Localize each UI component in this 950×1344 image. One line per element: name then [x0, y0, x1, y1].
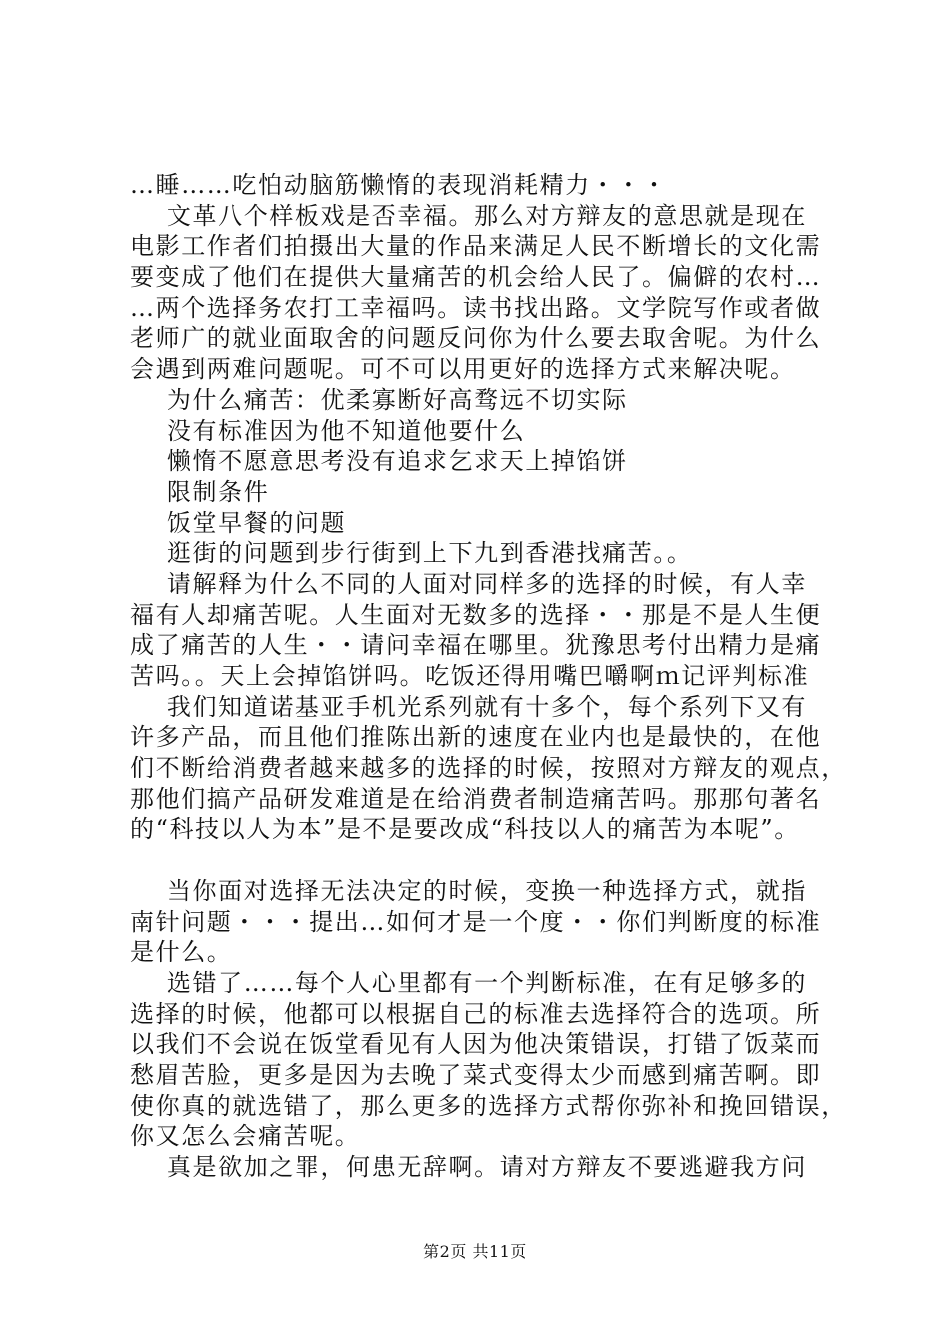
text-line: 真是欲加之罪，何患无辞啊。请对方辩友不要逃避我方问: [130, 1153, 807, 1181]
text-line: 苦吗。。天上会掉馅饼吗。吃饭还得用嘴巴嚼啊ｍ记评判标准: [130, 662, 810, 690]
text-line: …睡……吃怕动脑筋懒惰的表现消耗精力・・・: [130, 171, 668, 199]
text-line: 你又怎么会痛苦呢。: [130, 1122, 361, 1151]
text-line: 我们知道诺基亚手机光系列就有十多个，每个系列下又有: [130, 692, 807, 721]
text-line: …两个选择务农打工幸福吗。读书找出路。文学院写作或者做: [130, 293, 822, 322]
text-line: 是什么。: [130, 938, 233, 967]
text-line: 当你面对选择无法决定的时候，变换一种选择方式，就指: [130, 876, 807, 905]
text-line: 以我们不会说在饭堂看见有人因为他决策错误，打错了饭菜而: [130, 1030, 822, 1059]
document-body: [130, 170, 847, 1183]
text-line: 饭堂早餐的问题: [130, 508, 347, 537]
text-line: 文革八个样板戏是否幸福。那么对方辩友的意思就是现在: [130, 201, 807, 230]
text-line: 愁眉苦脸，更多是因为去晚了菜式变得太少而感到痛苦啊。即: [130, 1060, 822, 1089]
text-line: 为什么痛苦：优柔寡断好高骛远不切实际: [130, 385, 628, 414]
text-line: 南针问题・・・提出…如何才是一个度・・你们判断度的标准: [130, 907, 822, 936]
page-footer: 第2页 共11页: [423, 1242, 527, 1261]
text-line: 懒惰不愿意思考没有追求乞求天上掉馅饼: [130, 447, 628, 476]
text-line: 逛街的问题到步行街到上下九到香港找痛苦。。: [130, 539, 693, 568]
text-line: 成了痛苦的人生・・请问幸福在哪里。犹豫思考付出精力是痛: [130, 631, 822, 660]
text-line: 们不断给消费者越来越多的选择的时候，按照对方辩友的观点，: [130, 754, 847, 783]
text-line: 电影工作者们拍摄出大量的作品来满足人民不断增长的文化需: [130, 232, 822, 261]
text-line: 请解释为什么不同的人面对同样多的选择的时候，有人幸: [130, 569, 807, 598]
text-line: 福有人却痛苦呢。人生面对无数多的选择・・那是不是人生便: [130, 600, 822, 629]
text-line: 选择的时候，他都可以根据自己的标准去选择符合的选项。所: [130, 999, 822, 1028]
text-line: 那他们搞产品研发难道是在给消费者制造痛苦吗。那那句著名: [130, 784, 822, 813]
text-line: 会遇到两难问题呢。可不可以用更好的选择方式来解决呢。: [130, 355, 796, 384]
text-line: 选错了……每个人心里都有一个判断标准，在有足够多的: [130, 968, 807, 997]
text-line: 限制条件: [130, 477, 270, 506]
blank-line: [130, 845, 830, 876]
text-line: 许多产品，而且他们推陈出新的速度在业内也是最快的，在他: [130, 723, 822, 752]
text-line: 的“科技以人为本”是不是要改成“科技以人的痛苦为本呢”。: [130, 815, 800, 844]
text-line: 要变成了他们在提供大量痛苦的机会给人民了。偏僻的农村…: [130, 263, 822, 292]
text-line: 没有标准因为他不知道他要什么: [130, 416, 526, 445]
text-line: 老师广的就业面取舍的问题反问你为什么要去取舍呢。为什么: [130, 324, 822, 353]
text-line: 使你真的就选错了，那么更多的选择方式帮你弥补和挽回错误，: [130, 1091, 847, 1120]
